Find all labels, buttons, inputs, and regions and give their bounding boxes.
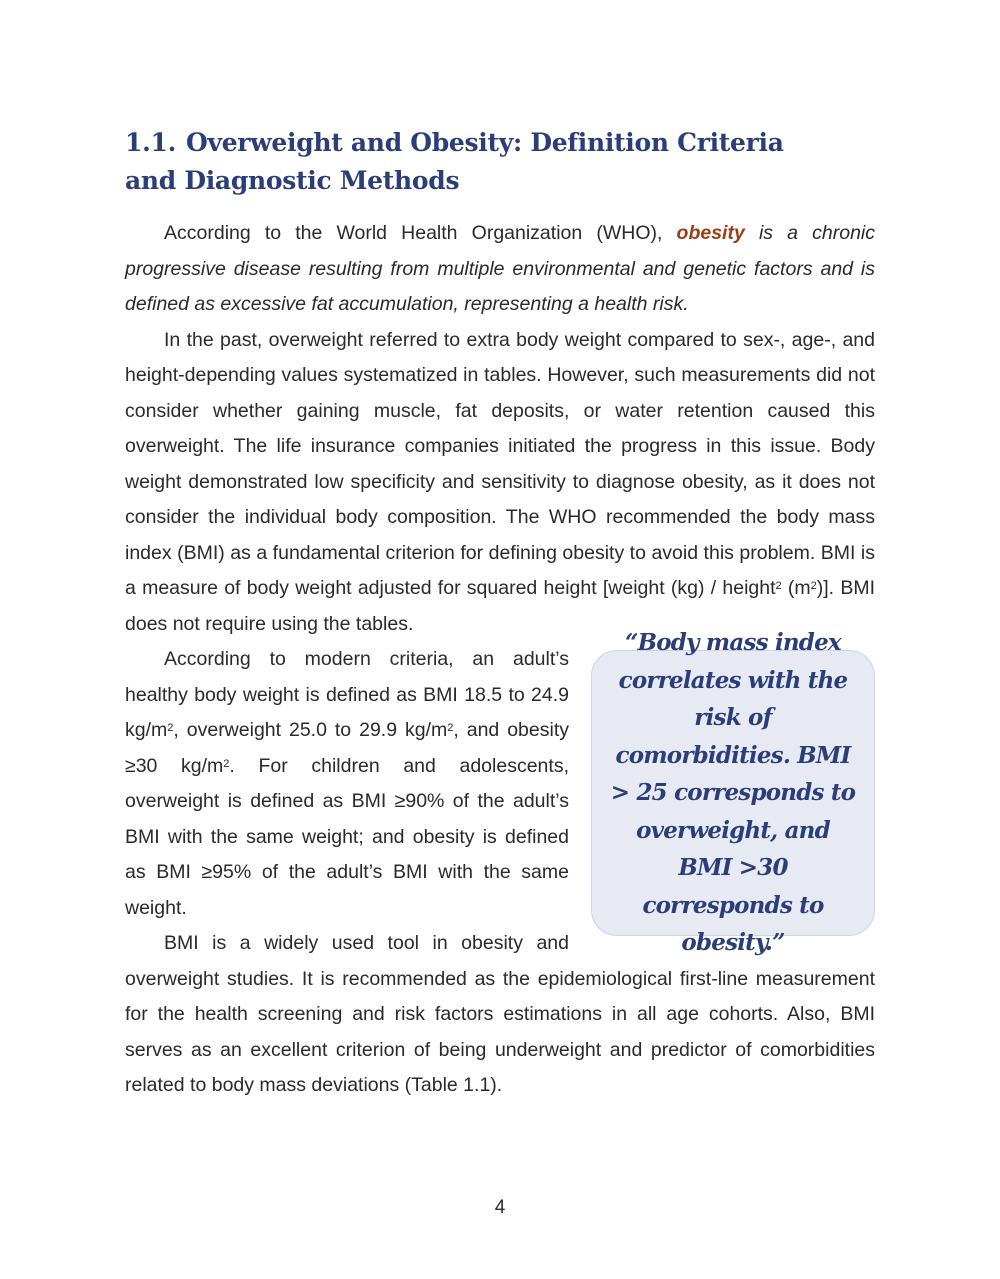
paragraph-text: , overweight 25.0 to 29.9 kg/m bbox=[173, 719, 448, 741]
paragraph-text: )]. BMI does not require using the tables. bbox=[125, 577, 876, 635]
paragraph-lead: According to the World Health Organization (WHO), bbox=[164, 222, 677, 244]
section-number: 1.1. bbox=[125, 128, 176, 157]
paragraph-who-definition bbox=[125, 216, 875, 323]
superscript: 2 bbox=[775, 580, 782, 592]
superscript: 2 bbox=[447, 722, 454, 734]
page-number: 4 bbox=[494, 1197, 506, 1218]
obesity-definition: is a chronic progressive disease resulting from multiple environmental and genetic factors and is defined as excessive fat accumulation, representing a health risk. bbox=[125, 222, 875, 315]
superscript: 2 bbox=[167, 722, 174, 734]
pull-quote-box bbox=[591, 629, 875, 957]
paragraph-text: (m bbox=[781, 577, 811, 599]
section-heading bbox=[125, 124, 825, 200]
pull-quote: “Body mass index correlates with the risk of comorbidities. BMI > 25 corresponds to overweight, and BMI >30 corresponds to obesity.” bbox=[610, 629, 856, 957]
body-text bbox=[125, 216, 875, 1104]
paragraph-text: In the past, overweight referred to extra body weight compared to sex-, age-, and height-depending values systematized in tables. However, such measurements did not consider whether gaining muscle, fat deposits, or water retention caused this overweight. The life insurance companies initiated the progress in this issue. Body weight demonstrated low specificity and sensitivity to diagnose obesity, as it does not consider the individual body composition. The WHO recommended the body mass index (BMI) as a fundamental criterion for defining obesity to avoid this problem. BMI is a measure of body weight adjusted for squared height [weight (kg) / height bbox=[125, 328, 875, 599]
term-obesity: obesity bbox=[676, 222, 745, 244]
paragraph-bmi-tool: BMI is a widely used tool in obesity and overweight studies. It is recommended as the epidemiological first-line measurement for the health screening and risk factors estimations in all age cohorts. Also, BMI serves as an excellent criterion of being underweight and predictor of comorbidities related to body mass deviations (Table 1.1). bbox=[125, 932, 875, 1096]
paragraph-text: According to modern criteria, an adult’s healthy body weight is defined as BMI 18.5 to 24.9 kg/m bbox=[125, 648, 569, 741]
paragraph-text: . For children and adolescents, overweight is defined as BMI ≥90% of the adult’s BMI with the same weight; and obesity is defined as BMI ≥95% of the adult’s BMI with the same weight. bbox=[125, 754, 569, 919]
section-title: Overweight and Obesity: Definition Criteria and Diagnostic Methods bbox=[125, 128, 784, 195]
paragraph-history bbox=[125, 323, 875, 643]
superscript: 2 bbox=[810, 580, 817, 592]
paragraph-text: , and obesity ≥30 kg/m bbox=[125, 719, 569, 777]
superscript: 2 bbox=[223, 757, 230, 770]
